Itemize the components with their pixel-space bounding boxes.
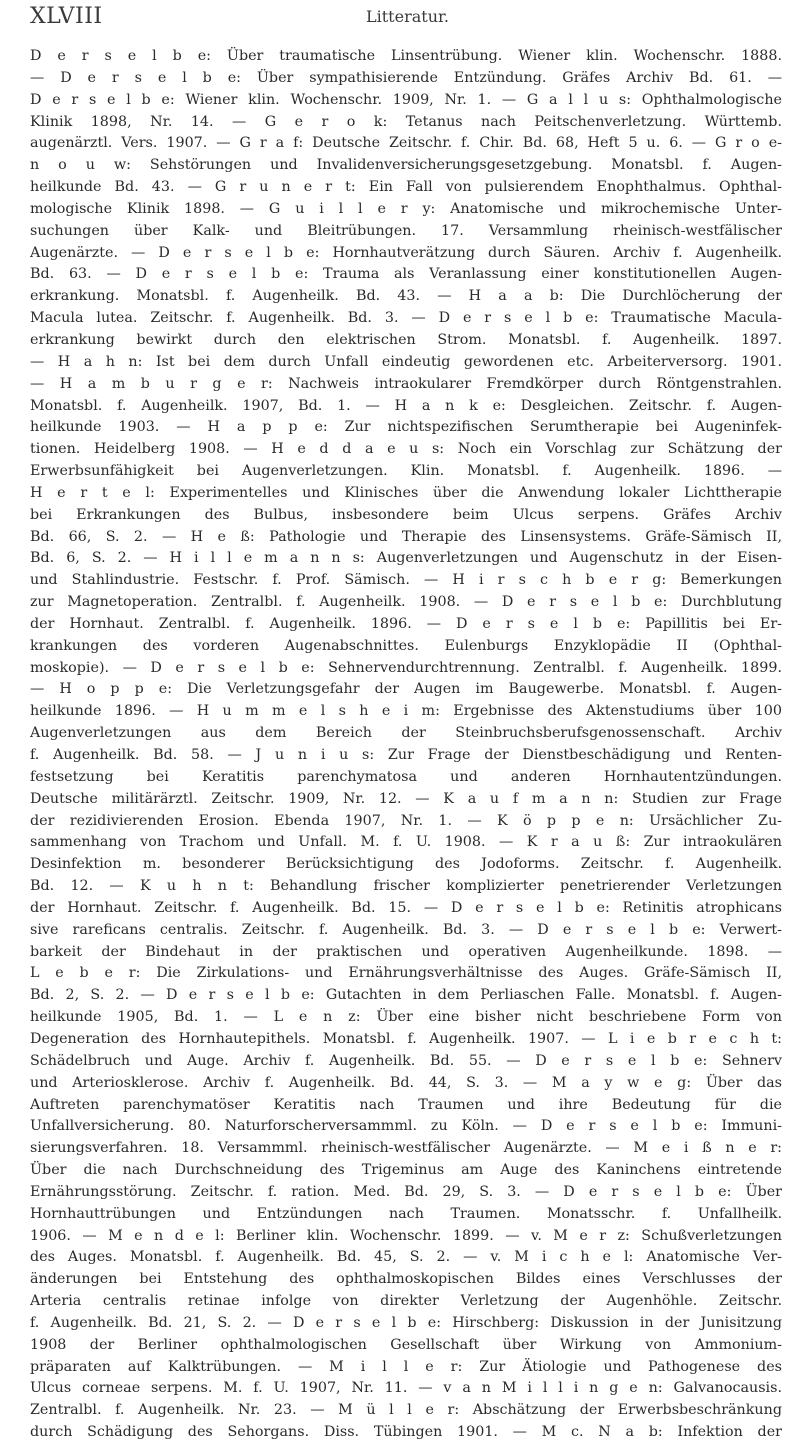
text-line: Über die nach Durchschneidung des Trigeminus am Auge des Kaninchens eintretende <box>30 1162 782 1179</box>
text-line: Ulcus corneae serpens. M. f. U. 1907, Nr. 11. — v a n M i l l i n g e n: Galvanocausis. <box>30 1380 782 1397</box>
text-line: heilkunde Bd. 43. — G r u n e r t: Ein Fall von pulsierendem Enophthalmus. Ophthal- <box>30 179 782 196</box>
text-line: der Hornhaut. Zentralbl. f. Augenheilk. 1896. — D e r s e l b e: Papillitis bei Er- <box>30 615 782 632</box>
text-line: moskopie). — D e r s e l b e: Sehnervendurchtrennung. Zentralbl. f. Augenheilk. 1899. <box>30 659 782 676</box>
text-line: Degeneration des Hornhautepithels. Monatsbl. f. Augenheilk. 1907. — L i e b r e c h t: <box>30 1030 782 1047</box>
text-line: erkrankung bewirkt durch den elektrischen Strom. Monatsbl. f. Augenheilk. 1897. <box>30 331 782 348</box>
text-line: mologische Klinik 1898. — G u i l l e r y: Anatomische und mikrochemische Unter- <box>30 200 782 217</box>
page-header <box>30 0 790 40</box>
text-line: — D e r s e l b e: Über sympathisierende Entzündung. Gräfes Archiv Bd. 61. — <box>30 69 782 86</box>
text-line: Monatsbl. f. Augenheilk. 1907, Bd. 1. — H a n k e: Desgleichen. Zeitschr. f. Augen- <box>30 397 782 414</box>
text-line: barkeit der Bindehaut in der praktischen und operativen Augenheilkunde. 1898. — <box>30 943 782 960</box>
text-line: krankungen des vorderen Augenabschnittes. Eulenburgs Enzyklopädie II (Ophthal- <box>30 637 782 654</box>
text-line: Bd. 12. — K u h n t: Behandlung frischer komplizierter penetrierender Verletzungen <box>30 878 782 895</box>
text-line: Unfallversicherung. 80. Naturforscherversammml. zu Köln. — D e r s e l b e: Immuni- <box>30 1118 782 1135</box>
text-line: Zentralbl. f. Augenheilk. Nr. 23. — M ü l l e r: Abschätzung der Erwerbsbeschränkung <box>30 1402 782 1419</box>
text-line: Desinfektion m. besonderer Berücksichtigung des Jodoforms. Zeitschr. f. Augenheilk. <box>30 856 782 873</box>
text-line: Bd. 2, S. 2. — D e r s e l b e: Gutachten in dem Perliaschen Falle. Monatsbl. f. Augen- <box>30 987 782 1004</box>
text-line: Bd. 66, S. 2. — H e ß: Pathologie und Therapie des Linsensystems. Gräfe-Sämisch II, <box>30 528 782 545</box>
text-line: sammenhang von Trachom und Unfall. M. f. U. 1908. — K r a u ß: Zur intraokulären <box>30 834 782 851</box>
text-line: änderungen bei Entstehung des ophthalmoskopischen Bildes eines Verschlusses der <box>30 1271 782 1288</box>
text-line: bei Erkrankungen des Bulbus, insbesondere beim Ulcus serpens. Gräfes Archiv <box>30 506 782 523</box>
text-line: Klinik 1898, Nr. 14. — G e r o k: Tetanus nach Peitschenverletzung. Württemb. <box>30 113 782 130</box>
text-line: — H o p p e: Die Verletzungsgefahr der Augen im Baugewerbe. Monatsbl. f. Augen- <box>30 681 782 698</box>
text-line: n o u w: Sehstörungen und Invalidenversicherungsgesetzgebung. Monatsbl. f. Augen- <box>30 157 782 174</box>
text-line: heilkunde 1903. — H a p p e: Zur nichtspezifischen Serumtherapie bei Augeninfek- <box>30 419 782 436</box>
text-line: Macula lutea. Zeitschr. f. Augenheilk. Bd. 3. — D e r s e l b e: Traumatische Macula- <box>30 310 782 327</box>
bibliography-text <box>30 46 782 1444</box>
text-line: Bd. 6, S. 2. — H i l l e m a n n s: Augenverletzungen und Augenschutz in der Eisen- <box>30 550 782 567</box>
text-line: erkrankung. Monatsbl. f. Augenheilk. Bd. 43. — H a a b: Die Durchlöcherung der <box>30 288 782 305</box>
text-line: Schädelbruch und Auge. Archiv f. Augenheilk. Bd. 55. — D e r s e l b e: Sehnerv <box>30 1052 782 1069</box>
text-line: des Auges. Monatsbl. f. Augenheilk. Bd. 45, S. 2. — v. M i c h e l: Anatomische Ver- <box>30 1249 782 1266</box>
text-line: — H a m b u r g e r: Nachweis intraokularer Fremdkörper durch Röntgenstrahlen. <box>30 375 782 392</box>
text-line: L e b e r: Die Zirkulations- und Ernährungsverhältnisse des Auges. Gräfe-Sämisch II, <box>30 965 782 982</box>
text-line: sive rareficans centralis. Zeitschr. f. Augenheilk. Bd. 3. — D e r s e l b e: Verwert- <box>30 921 782 938</box>
text-line: 1906. — M e n d e l: Berliner klin. Wochenschr. 1899. — v. M e r z: Schußverletzungen <box>30 1227 782 1244</box>
text-line: Auftreten parenchymatöser Keratitis nach Traumen und ihre Bedeutung für die <box>30 1096 782 1113</box>
text-line: der rezidivierenden Erosion. Ebenda 1907, Nr. 1. — K ö p p e n: Ursächlicher Zu- <box>30 812 782 829</box>
text-line: und Arteriosklerose. Archiv f. Augenheilk. Bd. 44, S. 3. — M a y w e g: Über das <box>30 1074 782 1091</box>
text-line: augenärztl. Vers. 1907. — G r a f: Deutsche Zeitschr. f. Chir. Bd. 68, Heft 5 u. 6. — G r o e- <box>30 135 782 152</box>
page-number: XLVIII <box>30 4 103 29</box>
text-line: und Stahlindustrie. Festschr. f. Prof. Sämisch. — H i r s c h b e r g: Bemerkungen <box>30 572 782 589</box>
text-line: D e r s e l b e: Über traumatische Linsentrübung. Wiener klin. Wochenschr. 1888. <box>30 48 782 64</box>
text-line: Augenverletzungen aus dem Bereich der Steinbruchsberufsgenossenschaft. Archiv <box>30 725 782 742</box>
text-line: durch Schädigung des Sehorgans. Diss. Tübingen 1901. — M c. N a b: Infektion der <box>30 1424 782 1441</box>
text-line: H e r t e l: Experimentelles und Klinisches über die Anwendung lokaler Lichttherapie <box>30 484 782 501</box>
text-line: festsetzung bei Keratitis parenchymatosa und anderen Hornhautentzündungen. <box>30 768 782 785</box>
text-line: zur Magnetoperation. Zentralbl. f. Augenheilk. 1908. — D e r s e l b e: Durchblutung <box>30 594 782 611</box>
text-line: — H a h n: Ist bei dem durch Unfall eindeutig gewordenen etc. Arbeiterversorg. 1901. <box>30 353 782 370</box>
text-line: f. Augenheilk. Bd. 21, S. 2. — D e r s e l b e: Hirschberg: Diskussion in der Junisitzung <box>30 1314 782 1331</box>
text-line: heilkunde 1905, Bd. 1. — L e n z: Über eine bisher nicht beschriebene Form von <box>30 1009 782 1026</box>
text-line: tionen. Heidelberg 1908. — H e d d a e u s: Noch ein Vorschlag zur Schätzung der <box>30 441 782 458</box>
running-head: Litteratur. <box>366 7 449 26</box>
text-line: der Hornhaut. Zeitschr. f. Augenheilk. Bd. 15. — D e r s e l b e: Retinitis atrophicans <box>30 899 782 916</box>
text-line: suchungen über Kalk- und Bleitrübungen. 17. Versammlung rheinisch-westfälischer <box>30 222 782 239</box>
text-line: Ernährungsstörung. Zeitschr. f. ration. Med. Bd. 29, S. 3. — D e r s e l b e: Über <box>30 1183 782 1200</box>
text-line: f. Augenheilk. Bd. 58. — J u n i u s: Zur Frage der Dienstbeschädigung und Renten- <box>30 747 782 763</box>
text-line: Bd. 63. — D e r s e l b e: Trauma als Veranlassung einer konstitutionellen Augen- <box>30 266 782 283</box>
text-line: D e r s e l b e: Wiener klin. Wochenschr. 1909, Nr. 1. — G a l l u s: Ophthalmologische <box>30 91 782 108</box>
text-line: 1908 der Berliner ophthalmologischen Gesellschaft über Wirkung von Ammonium- <box>30 1336 782 1353</box>
text-line: heilkunde 1896. — H u m m e l s h e i m: Ergebnisse des Aktenstudiums über 100 <box>30 703 782 720</box>
text-line: Arteria centralis retinae infolge von direkter Verletzung der Augenhöhle. Zeitschr. <box>30 1293 782 1310</box>
text-line: Hornhauttrübungen und Entzündungen nach Traumen. Monatsschr. f. Unfallheilk. <box>30 1205 782 1222</box>
text-line: Erwerbsunfähigkeit bei Augenverletzungen. Klin. Monatsbl. f. Augenheilk. 1896. — <box>30 463 782 480</box>
text-line: präparaten auf Kalktrübungen. — M i l l e r: Zur Ätiologie und Pathogenese des <box>30 1358 782 1375</box>
text-line: sierungsverfahren. 18. Versammml. rheinisch-westfälischer Augenärzte. — M e i ß n e r: <box>30 1140 782 1157</box>
text-line: Augenärzte. — D e r s e l b e: Hornhautverätzung durch Säuren. Archiv f. Augenheilk. <box>30 244 782 261</box>
text-line: Deutsche militärärztl. Zeitschr. 1909, Nr. 12. — K a u f m a n n: Studien zur Frage <box>30 790 782 807</box>
